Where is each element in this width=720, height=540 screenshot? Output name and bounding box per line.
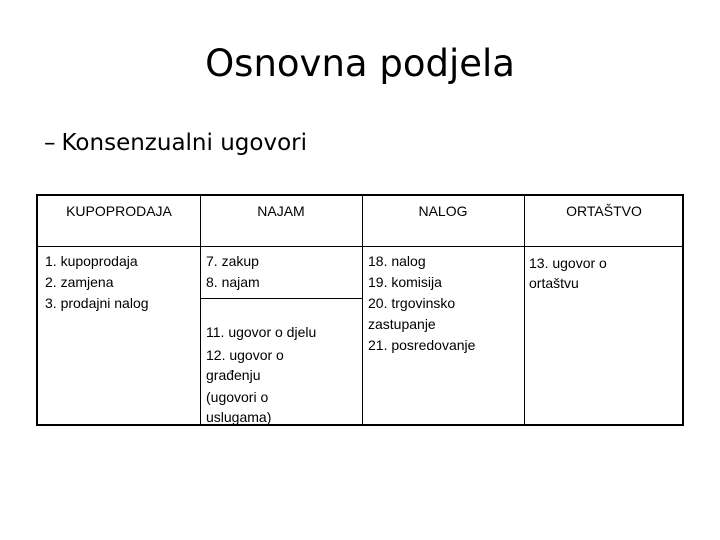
bullet-item bbox=[44, 130, 307, 156]
kupoprodaja-list bbox=[45, 251, 149, 314]
header-ortastvo: ORTAŠTVO bbox=[566, 203, 642, 219]
list-item: 7. zakup bbox=[206, 253, 259, 269]
column-divider bbox=[362, 196, 363, 424]
list-item: 2. zamjena bbox=[45, 274, 114, 290]
ortastvo-list bbox=[529, 253, 629, 293]
column-divider bbox=[524, 196, 525, 424]
list-item: 20. trgovinsko zastupanje bbox=[368, 295, 456, 332]
bullet-text: Konsenzualni ugovori bbox=[61, 130, 307, 156]
list-item: 19. komisija bbox=[368, 274, 442, 290]
list-item: (ugovori o uslugama) bbox=[206, 389, 272, 425]
list-item: 11. ugovor o djelu bbox=[206, 324, 317, 340]
najam-top-list bbox=[206, 251, 260, 293]
list-item: 1. kupoprodaja bbox=[45, 253, 138, 269]
list-item: 13. ugovor o ortaštvu bbox=[529, 255, 607, 291]
list-item: 3. prodajni nalog bbox=[45, 295, 149, 311]
slide-title: Osnovna podjela bbox=[205, 42, 515, 85]
header-najam: NAJAM bbox=[257, 203, 305, 219]
bullet-dash: – bbox=[44, 130, 56, 156]
header-kupoprodaja: KUPOPRODAJA bbox=[66, 203, 172, 219]
nalog-list bbox=[368, 251, 478, 356]
list-item: 18. nalog bbox=[368, 253, 426, 269]
list-item: 21. posredovanje bbox=[368, 337, 476, 353]
contracts-table bbox=[36, 194, 684, 426]
list-item: 8. najam bbox=[206, 274, 260, 290]
column-divider bbox=[200, 196, 201, 424]
najam-subdivider bbox=[200, 298, 362, 299]
header-nalog: NALOG bbox=[418, 203, 468, 219]
list-item: 12. ugovor o građenju bbox=[206, 347, 284, 383]
najam-bottom-list bbox=[206, 322, 326, 427]
header-divider bbox=[38, 246, 682, 247]
